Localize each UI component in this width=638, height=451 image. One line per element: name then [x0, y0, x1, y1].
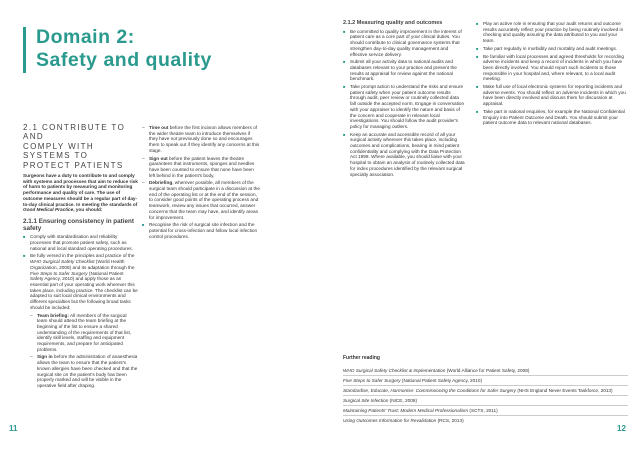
- list-item: ■ Submit all your activity data to national audits and databases relevant to your practice and present the results at appraisal for review against the national benchmark.: [343, 59, 466, 82]
- bullet-list-4: [476, 21, 626, 126]
- list-item: ■ Comply with standardisation and reliability processes that promote patient safety, such as national and local standard operating procedures.: [23, 234, 138, 251]
- intro-paragraph: Surgeons have a duty to contribute to and comply with systems and processes that aim to reduce risk of harm to patients by measuring and monitoring performance and quality of care. The use of outcome measures should be a regular part of day-to-day clinical practice. In meeting the standards of Good Medical Practice, you should:: [23, 173, 138, 213]
- section-heading: 2.1 CONTRIBUTE TO AND COMPLY WITH SYSTEMS TO PROTECT PATIENTS: [23, 123, 126, 170]
- checklist-tasks-cont: [142, 125, 260, 220]
- right-column-1: [343, 21, 466, 179]
- list-item: – Debriefing, wherever possible, all members of the surgical team should participate in a discussion at the end of the operating list or at the end of the session, to consider good points of the operating process and teamwork, review any issues that occurred, answer concerns that the team may have, and identify areas for improvement.: [142, 180, 260, 220]
- list-item: ■ Take part regularly in morbidity and mortality and audit meetings.: [476, 46, 626, 52]
- page-number-left: 11: [9, 424, 18, 433]
- list-item: ■ Be fully versed in the principles and practice of the WHO Surgical Safety Checklist (World Health Organization, 2008) and its adaptation through the Five Steps to Safer Surgery (National Patient Safety Agency, 2010) and apply those as an essential part of your operating work wherever this takes place, including practice. The checklist can be adapted to suit local clinical environments and different specialties but the following broad tasks should be included:: [23, 253, 138, 310]
- list-item: – Time out before the first incision allows members of the wider theatre team to introduce themselves if they have not previously done so and encourages them to speak out if they identify any concerns at this stage.: [142, 125, 260, 154]
- left-column-1: [23, 123, 138, 391]
- domain-title: [36, 26, 212, 72]
- list-item: Maintaining Patients' Trust: Modern Medical Professionalism (SCTS, 2011): [343, 406, 628, 416]
- further-reading-title: Further reading: [343, 355, 380, 361]
- list-item: ■ Take part in national enquiries, for example the National Confidential Enquiry into Patient Outcome and Death. You should submit your patient outcome data to relevant national databases.: [476, 109, 626, 126]
- list-item: WHO Surgical Safety Checklist & Implementation (World Alliance for Patient Safety, 2008): [343, 366, 628, 376]
- list-item: Using Outcomes Information for Revalidation (RCS, 2013): [343, 417, 464, 423]
- list-item: ■ Be familiar with local processes and agreed thresholds for recording adverse incidents and keep a record of incidents in which you have been directly involved. You should report such incidents to those responsible in your hospital and, where relevant, to a local audit meeting.: [476, 54, 626, 83]
- list-item: ■ Take prompt action to understand the risks and ensure patient safety when your patient outcome results through audit, peer review or routinely collected data fall outside the accepted norm. Engage in conversation with your appraiser to identify the nature and basis of the concern and cooperate in relevant local investigations. You should follow the audit provider's policy for managing outliers.: [343, 84, 466, 130]
- list-item: ■ Recognise the risk of surgical site infection and the potential for cross-infection and follow local infection control procedures.: [142, 222, 260, 239]
- bullet-list-2: [142, 222, 260, 239]
- list-item: ■ Play an active role in ensuring that your audit returns and outcome results accurately reflect your practice by being routinely involved in checking and quality assuring the data attributed to you and your team.: [476, 21, 626, 44]
- subheading-2-1-2: 2.1.2 Measuring quality and outcomes: [343, 20, 443, 26]
- list-item: Standardise, Educate, Harmonise: Commissioning the Conditions for Safer Surgery (NHS England Never Events Taskforce, 2013): [343, 386, 628, 396]
- right-column-2: [476, 21, 626, 128]
- list-item: ■ Keep an accurate and accessible record of all your surgical activity wherever this takes place, including outcomes and complications, bearing in mind patient confidentiality and complying with the Data Protection Act 1998. Where available, you should liaise with your hospital to obtain an analysis of routinely collected data for index procedures identified by the relevant surgical specialty association.: [343, 132, 466, 178]
- list-item: Five Steps to Safer Surgery (National Patient Safety Agency, 2010): [343, 376, 628, 386]
- domain-title-line2: Safety and quality: [36, 49, 212, 71]
- left-column-2: [142, 125, 260, 241]
- list-item: – Team briefing: All members of the surgical team should attend the team briefing at the beginning of the list to ensure a shared understanding of the requirements of that list, identify skill levels, staffing and equipment requirements, and prepare for anticipated problems.: [30, 313, 138, 353]
- list-item: Surgical Site Infection (NICE, 2008): [343, 396, 628, 406]
- subheading-2-1-1: 2.1.1 Ensuring consistency in patient safety: [23, 217, 134, 233]
- bullet-list-3: [343, 29, 466, 178]
- bullet-list-1: [23, 234, 138, 310]
- page-number-right: 12: [617, 424, 626, 433]
- checklist-tasks: [30, 313, 138, 389]
- list-item: ■ Make full use of local electronic systems for reporting incidents and adverse events. You should reflect on adverse incidents in which you have been directly involved and discuss them for discussion at appraisal.: [476, 84, 626, 107]
- further-reading-list: [343, 366, 628, 425]
- list-item: ■ Be committed to quality improvement in the interest of patient care as a core part of your clinical duties. You should contribute to clinical governance systems that strengthen day-to-day quality management and effective service delivery.: [343, 29, 466, 58]
- list-item: – Sign out before the patient leaves the theatre guarantees that instruments, sponges and needles have been counted to ensure that none have been left behind in the patient's body.: [142, 156, 260, 179]
- domain-title-line1: Domain 2:: [36, 26, 135, 48]
- list-item: – Sign in before the administration of anaesthesia allows the team to ensure that the patient's known allergies have been checked and that the surgical site on the patient's body has been properly marked and will be visible in the operative field after draping.: [30, 354, 138, 388]
- title-accent-bar: [23, 27, 26, 73]
